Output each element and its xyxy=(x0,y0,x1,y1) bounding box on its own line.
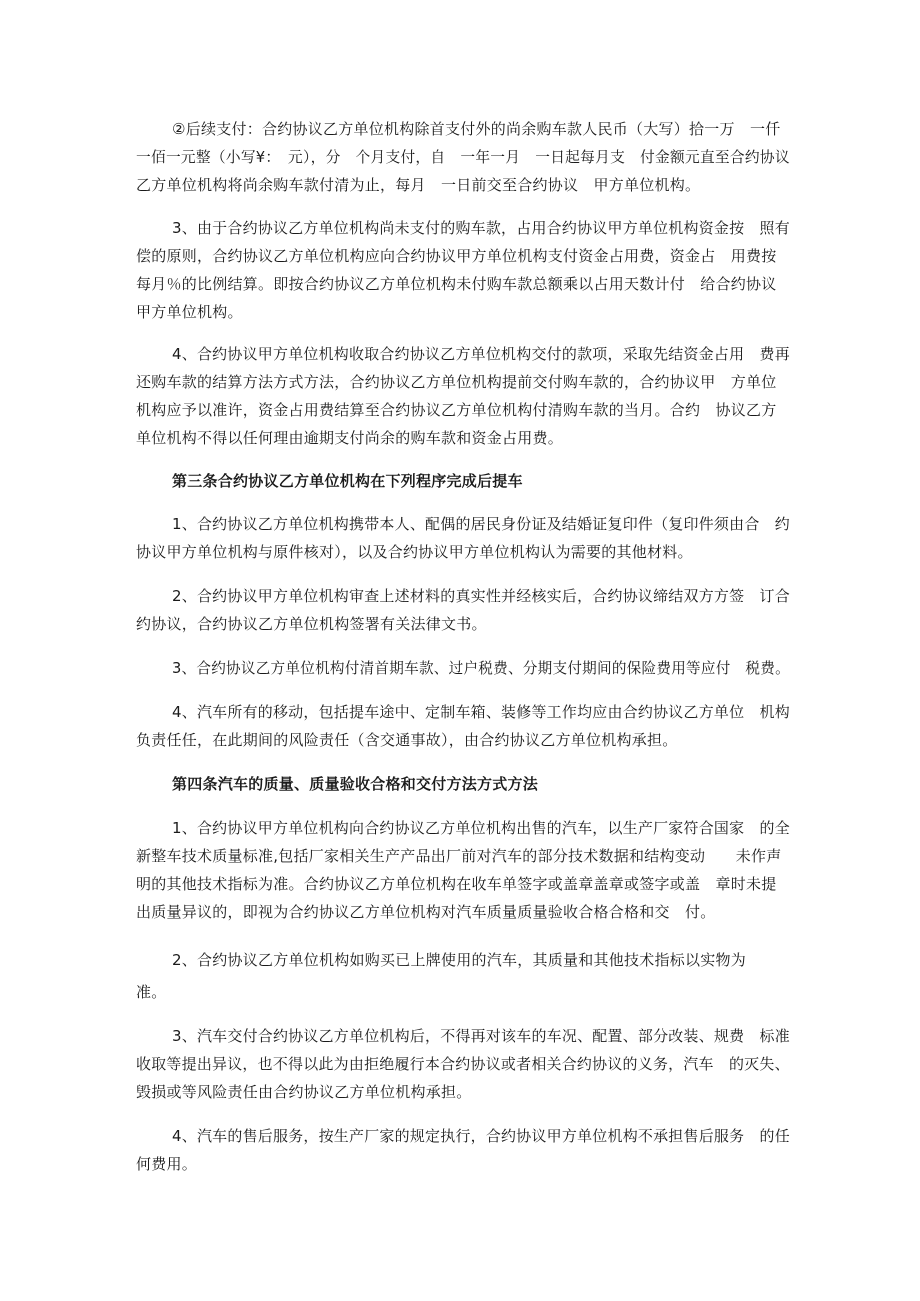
text-line: 准。 xyxy=(136,983,167,1001)
text-line: 每月％的比例结算。即按合约协议乙方单位机构未付购车款总额乘以占用天数计付 给合约协议 xyxy=(136,275,777,293)
text-line: 收取等提出异议，也不得以此为由拒绝履行本合约协议或者相关合约协议的义务，汽车 的灭失、 xyxy=(136,1055,790,1073)
text-line: 1、合约协议甲方单位机构向合约协议乙方单位机构出售的汽车，以生产厂家符合国家 的全 xyxy=(172,819,790,837)
text-line: 4、汽车所有的移动，包括提车途中、定制车箱、装修等工作均应由合约协议乙方单位 机构 xyxy=(172,703,790,721)
text-line: 明的其他技术指标为准。合约协议乙方单位机构在收车单签字或盖章盖章或签字或盖 章时未提 xyxy=(136,875,777,893)
text-line: 单位机构不得以任何理由逾期支付尚余的购车款和资金占用费。 xyxy=(136,429,564,447)
text-line: 3、合约协议乙方单位机构付清首期车款、过户税费、分期支付期间的保险费用等应付 税费。 xyxy=(172,659,790,677)
text-line: 约协议，合约协议乙方单位机构签署有关法律文书。 xyxy=(136,615,487,633)
text-line: 一佰一元整（小写¥： 元），分 个月支付，自 一年一月 一日起每月支 付金额元直至合约协议 xyxy=(136,148,790,166)
text-line: 毁损或等风险责任由合约协议乙方单位机构承担。 xyxy=(136,1083,472,1101)
section-heading: 第三条合约协议乙方单位机构在下列程序完成后提车 xyxy=(172,472,523,490)
text-line: 何费用。 xyxy=(136,1155,198,1173)
text-line: 4、汽车的售后服务，按生产厂家的规定执行，合约协议甲方单位机构不承担售后服务 的任 xyxy=(172,1127,790,1145)
text-line: 4、合约协议甲方单位机构收取合约协议乙方单位机构交付的款项，采取先结资金占用 费再 xyxy=(172,345,790,363)
text-line: 3、由于合约协议乙方单位机构尚未支付的购车款，占用合约协议甲方单位机构资金按 照有 xyxy=(172,219,790,237)
text-line: 3、汽车交付合约协议乙方单位机构后，不得再对该车的车况、配置、部分改装、规费 标准 xyxy=(172,1027,790,1045)
section-heading: 第四条汽车的质量、质量验收合格和交付方法方式方法 xyxy=(172,775,539,793)
text-line: 机构应予以准许，资金占用费结算至合约协议乙方单位机构付清购车款的当月。合约 协议乙方 xyxy=(136,401,777,419)
text-line: 甲方单位机构。 xyxy=(136,303,243,321)
text-line: 2、合约协议乙方单位机构如购买已上牌使用的汽车，其质量和其他技术指标以实物为 xyxy=(172,951,747,969)
text-line: 还购车款的结算方法方式方法，合约协议乙方单位机构提前交付购车款的，合约协议甲 方单位 xyxy=(136,373,777,391)
text-line: 2、合约协议甲方单位机构审查上述材料的真实性并经核实后，合约协议缔结双方方签 订合 xyxy=(172,587,790,605)
text-line: 协议甲方单位机构与原件核对），以及合约协议甲方单位机构认为需要的其他材料。 xyxy=(136,543,693,561)
text-line: 偿的原则，合约协议乙方单位机构应向合约协议甲方单位机构支付资金占用费，资金占 用费按 xyxy=(136,247,777,265)
text-line: 乙方单位机构将尚余购车款付清为止，每月 一日前交至合约协议 甲方单位机构。 xyxy=(136,176,701,194)
text-line: 出质量异议的，即视为合约协议乙方单位机构对汽车质量质量验收合格合格和交 付。 xyxy=(136,903,716,921)
text-line: 负责任任，在此期间的风险责任（含交通事故），由合约协议乙方单位机构承担。 xyxy=(136,731,678,749)
text-line: 新整车技术质量标准,包括厂家相关生产产品出厂前对汽车的部分技术数据和结构变动 未作声 xyxy=(136,847,782,865)
text-line: ②后续支付：合约协议乙方单位机构除首支付外的尚余购车款人民币（大写）拾一万 一仟 xyxy=(172,120,781,138)
text-line: 1、合约协议乙方单位机构携带本人、配偶的居民身份证及结婚证复印件（复印件须由合 约 xyxy=(172,515,790,533)
